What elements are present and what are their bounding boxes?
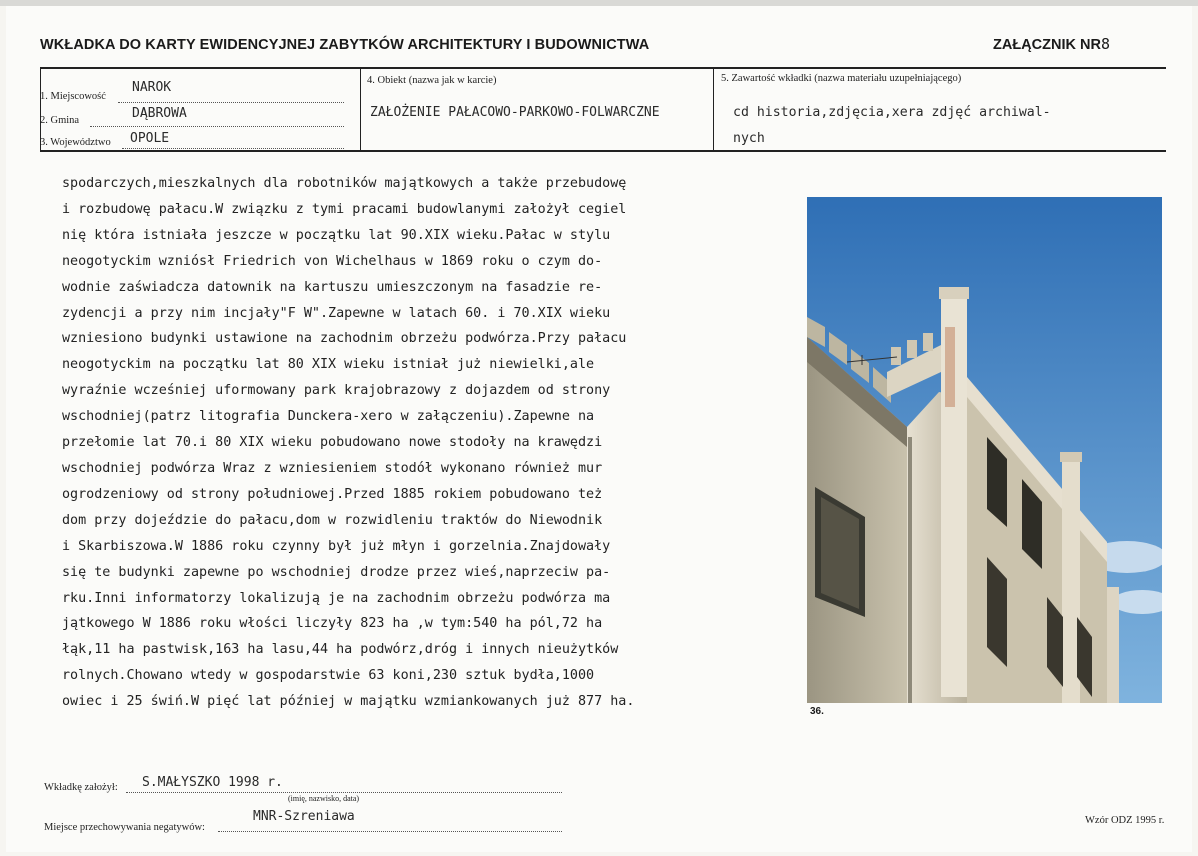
history-text-line: łąk,11 ha pastwisk,163 ha lasu,44 ha podwórz,dróg i innych nieużytków [62, 642, 619, 658]
negatives-label: Miejsce przechowywania negatywów: [44, 822, 205, 833]
table-divider-2 [713, 68, 714, 151]
history-text-line: wzniesiono budynki ustawione na zachodnim obrzeżu podwórza.Przy pałacu [62, 331, 627, 347]
author-dots [126, 792, 562, 793]
history-text-line: dom przy dojeździe do pałacu,dom w rozwidleniu traktów do Niewodnik [62, 512, 603, 528]
history-text-line: i Skarbiszowa.W 1886 roku czynny był już młyn i gorzelnia.Znajdowały [62, 538, 611, 554]
negatives-value: MNR-Szreniawa [253, 809, 355, 824]
history-text-line: wschodniej podwórza Wraz z wzniesieniem stodół wykonano również mur [62, 460, 603, 476]
wojewodztwo-dots [122, 148, 344, 149]
history-text-line: rku.Inni informatorzy lokalizują je na zachodnim obrzeżu podwórza ma [62, 590, 611, 606]
history-text-line: neogotyckim wzniósł Friedrich von Wichelhaus w 1869 roku o czym do- [62, 253, 603, 269]
contents-value-line2: nych [733, 131, 765, 146]
form-title: WKŁADKA DO KARTY EWIDENCYJNEJ ZABYTKÓW ARCHITEKTURY I BUDOWNICTWA [40, 37, 650, 53]
history-text-line: wodnie zaświadcza datownik na kartuszu umieszczonym na fasadzie re- [62, 279, 603, 295]
miejscowosc-dots [118, 102, 344, 103]
history-text-line: wyraźnie wcześniej uformowany park krajobrazowy z dojazdem od strony [62, 383, 611, 399]
history-text-line: neogotyckim na początku lat 80 XIX wieku istniał już niewielki,ale [62, 357, 595, 373]
history-text-line: jątkowego W 1886 roku włości liczyły 823 ha ,w tym:540 ha pól,72 ha [62, 616, 603, 632]
table-divider-1 [360, 68, 361, 151]
history-text-line: nię która istniała jeszcze w początku lat 90.XIX wieku.Pałac w stylu [62, 227, 611, 243]
history-text-line: zydencji a przy nim incjały"F W".Zapewne w latach 60. i 70.XIX wieku [62, 305, 611, 321]
form-model-id: Wzór ODZ 1995 r. [1085, 815, 1165, 826]
attachment-number-value: 8 [1100, 35, 1110, 53]
history-text-line: owiec i 25 świń.W pięć lat później w majątku wzmiankowanych już 877 ha. [62, 694, 635, 710]
wojewodztwo-value: OPOLE [130, 131, 170, 146]
wojewodztwo-label: 3. Województwo [40, 137, 111, 148]
attachment-label: ZAŁĄCZNIK NR [993, 37, 1101, 53]
history-text [62, 171, 802, 715]
photo-number: 36. [810, 706, 824, 717]
history-text-line: wschodniej(patrz litografia Dunckera-xero w załączeniu).Zapewne na [62, 409, 595, 425]
contents-value-line1: cd historia,zdjęcia,xera zdjęć archiwal- [733, 105, 1051, 120]
object-value: ZAŁOŻENIE PAŁACOWO-PARKOWO-FOLWARCZNE [370, 105, 660, 120]
gmina-label: 2. Gmina [40, 115, 80, 126]
miejscowosc-label: 1. Miejscowość [40, 91, 106, 102]
history-text-line: rolnych.Chowano wtedy w gospodarstwie 63 koni,230 sztuk bydła,1000 [62, 668, 595, 684]
palace-facade-illustration [807, 197, 1162, 703]
negatives-dots [218, 831, 562, 832]
table-top-rule [40, 67, 1166, 69]
contents-label: 5. Zawartość wkładki (nazwa materiału uzupełniającego) [721, 73, 962, 84]
attachment-number [993, 35, 1110, 53]
author-label: Wkładkę założył: [44, 782, 118, 793]
history-text-line: ogrodzeniowy od strony południowej.Przed 1885 rokiem pobudowano też [62, 486, 603, 502]
history-text-line: spodarczych,mieszkalnych dla robotników majątkowych a także przebudowę [62, 176, 627, 191]
history-text-line: się te budynki zapewne po wschodniej drodze przez wieś,naprzeciw pa- [62, 564, 611, 580]
history-text-line: i rozbudowę pałacu.W związku z tymi pracami budowlanymi założył cegiel [62, 201, 627, 217]
table-bottom-rule [40, 150, 1166, 152]
author-hint: (imię, nazwisko, data) [288, 794, 360, 803]
palace-photo [807, 197, 1162, 703]
object-label: 4. Obiekt (nazwa jak w karcie) [367, 75, 497, 86]
author-value: S.MAŁYSZKO 1998 r. [142, 775, 283, 790]
miejscowosc-value: NAROK [132, 80, 172, 95]
history-text-line: przełomie lat 70.i 80 XIX wieku pobudowano nowe stodoły na krawędzi [62, 435, 603, 451]
gmina-value: DĄBROWA [132, 106, 187, 121]
gmina-dots [90, 126, 344, 127]
